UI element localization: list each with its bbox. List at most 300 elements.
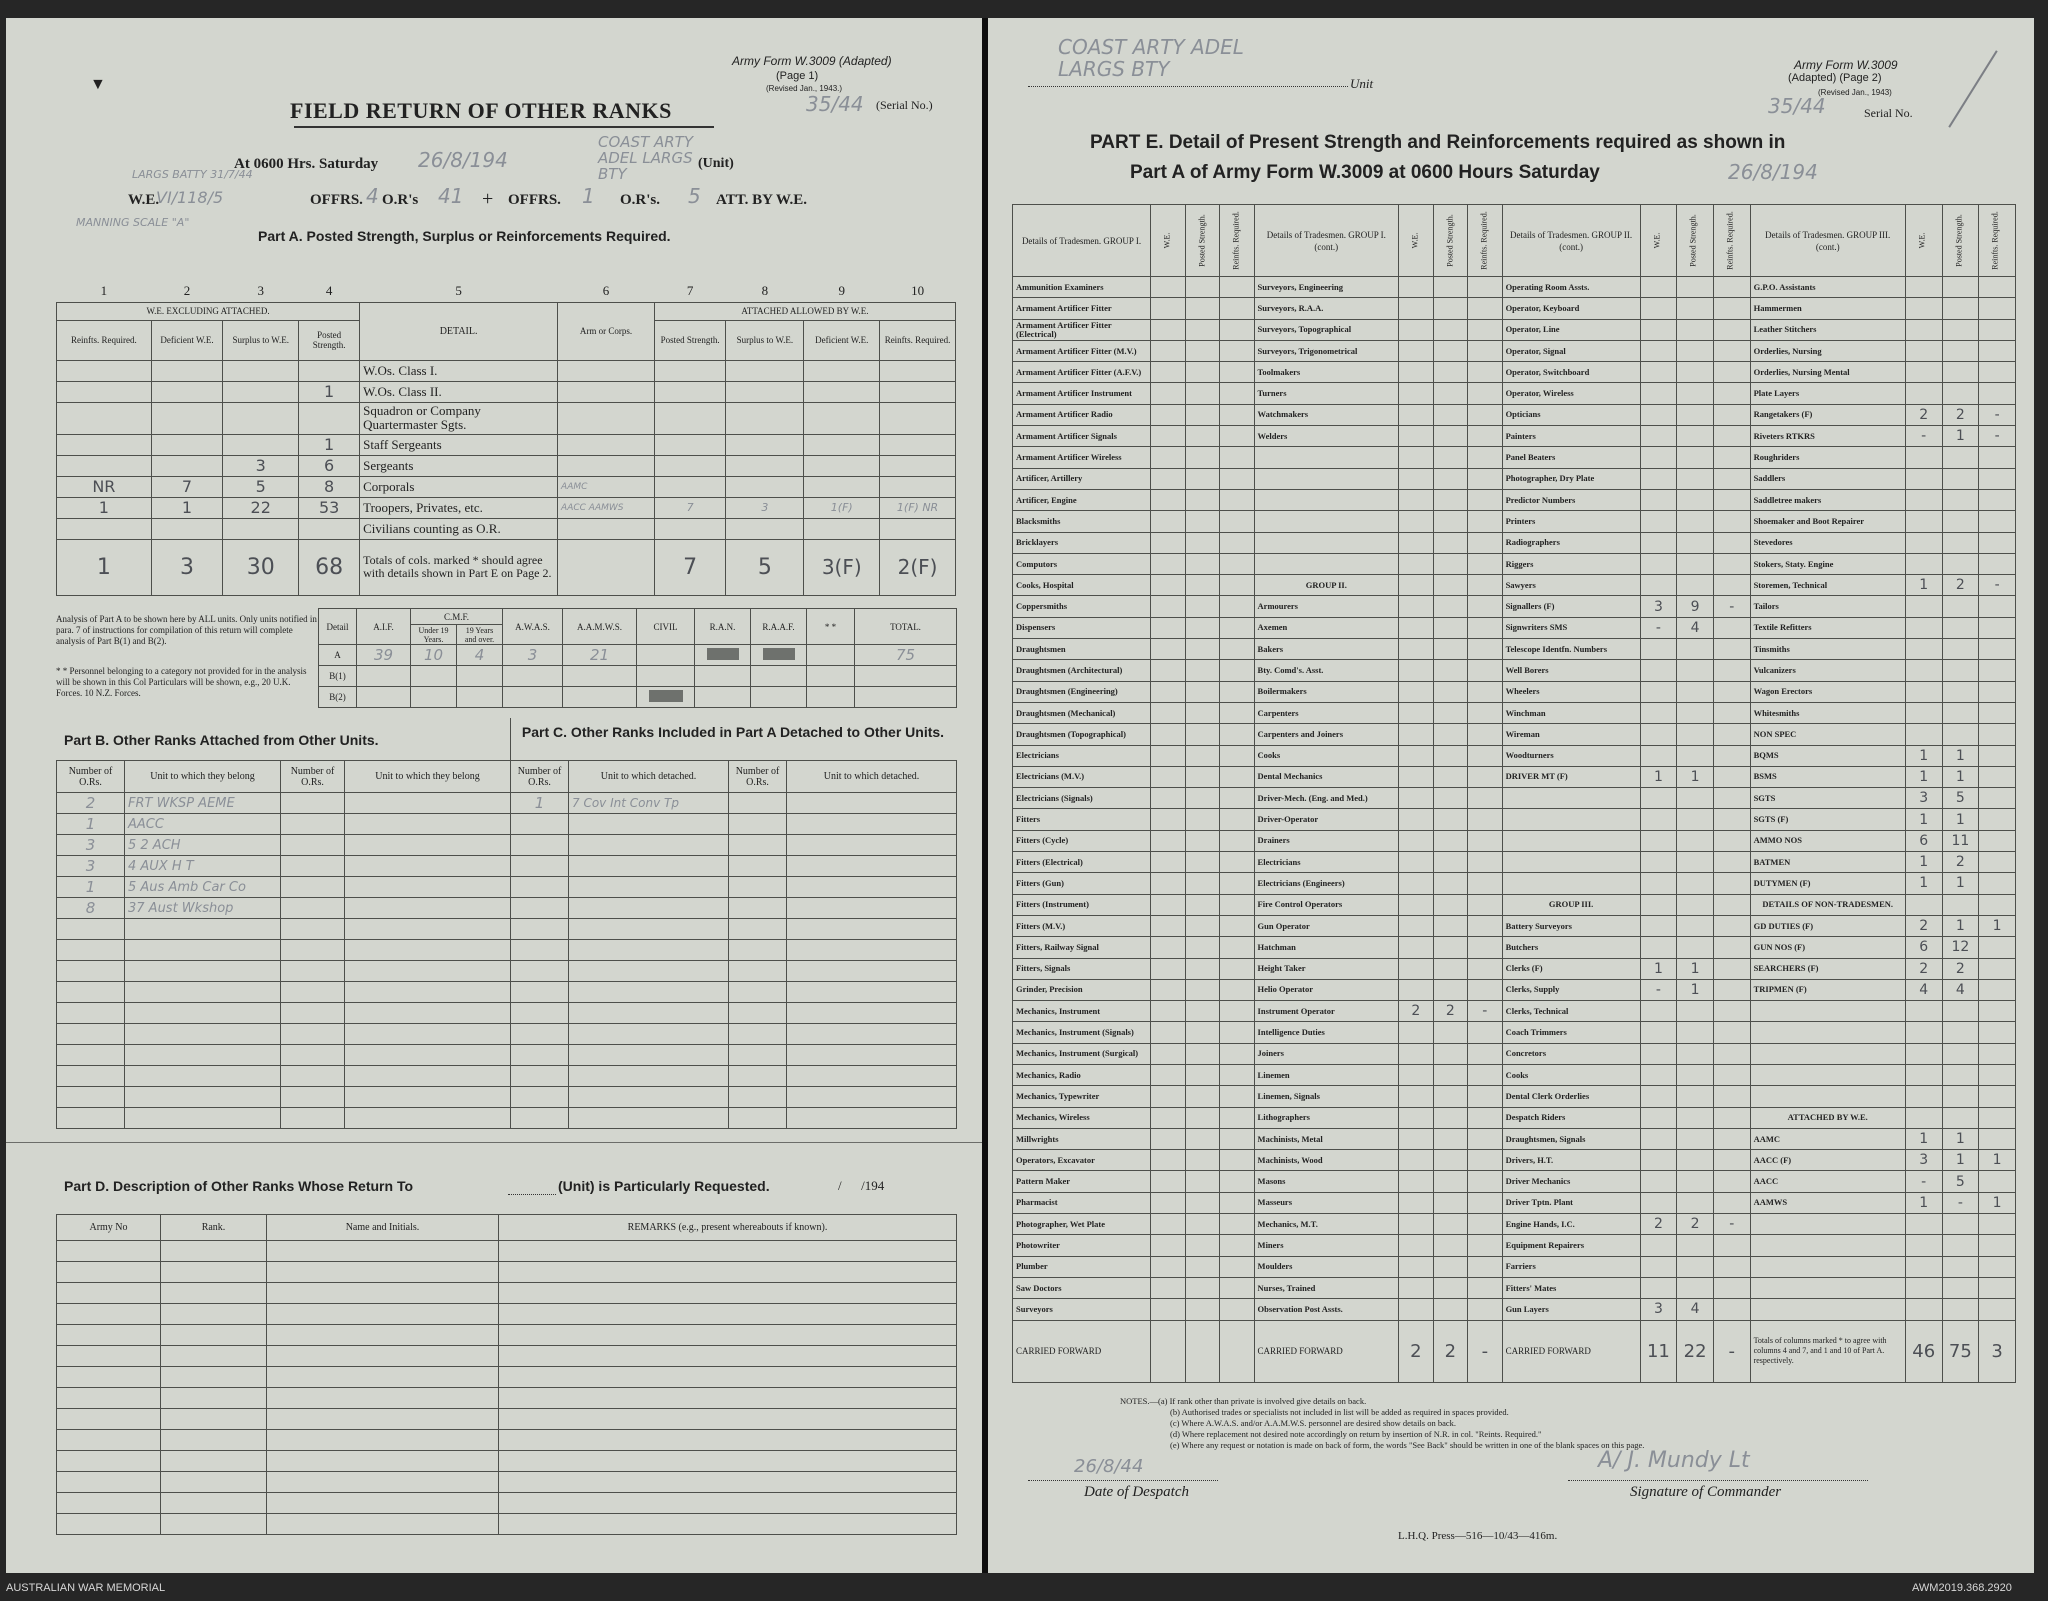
b-number-2 [281, 982, 345, 1003]
e-c-rr [1713, 426, 1750, 447]
e-c-rr [1713, 788, 1750, 809]
e-b-ps [1433, 1064, 1468, 1085]
e-trade-a: Mechanics, Radio [1013, 1064, 1151, 1085]
e-d-we [1905, 340, 1942, 361]
e-b-rr [1468, 447, 1503, 468]
e-b-we [1399, 319, 1434, 340]
e-a-we [1151, 1214, 1186, 1235]
e-trade-b: GROUP II. [1254, 575, 1399, 596]
e-trade-a: Draughtsmen (Topographical) [1013, 724, 1151, 745]
e-b-rr [1468, 873, 1503, 894]
part-a-c9 [804, 518, 880, 539]
col-num-8: 8 [726, 280, 804, 302]
e-c-we [1640, 1086, 1677, 1107]
part-a-c10 [880, 434, 956, 455]
e-c-rr [1713, 660, 1750, 681]
part-e-row [1013, 1299, 2016, 1320]
e-b-ps [1433, 1277, 1468, 1298]
e-c-ps [1677, 1107, 1714, 1128]
e-c-rr [1713, 979, 1750, 1000]
part-a-row [57, 360, 956, 381]
b-unit-2 [345, 856, 511, 877]
e-d-ps [1942, 468, 1979, 489]
e-trade-d: BATMEN [1750, 852, 1905, 873]
we-label: W.E. [128, 192, 160, 208]
b-number-2 [281, 898, 345, 919]
e-d-rr [1979, 852, 2016, 873]
d-remarks [499, 1514, 957, 1535]
totals-detail: Totals of cols. marked * should agree with details shown in Part E on Page 2. [360, 539, 558, 595]
e-b-rr [1468, 596, 1503, 617]
part-e-row [1013, 1171, 2016, 1192]
e-c-we [1640, 1043, 1677, 1064]
cf-d-we: 46 [1905, 1320, 1942, 1382]
ors-label-1: O.R's [382, 192, 419, 208]
analysis-label: B(1) [319, 666, 357, 687]
e-d-ps [1942, 1277, 1979, 1298]
e-c-we [1640, 702, 1677, 723]
e-b-rr [1468, 1064, 1503, 1085]
e-a-rr [1220, 1235, 1255, 1256]
e-trade-b: Dental Mechanics [1254, 766, 1399, 787]
e-trade-a: Draughtsmen (Engineering) [1013, 681, 1151, 702]
e-d-we [1905, 489, 1942, 510]
e-c-rr [1713, 532, 1750, 553]
b-unit-2 [345, 835, 511, 856]
e-c-we [1640, 277, 1677, 298]
e-a-we [1151, 915, 1186, 936]
e-b-we [1399, 1277, 1434, 1298]
d-name [267, 1283, 499, 1304]
e-trade-c: Photographer, Dry Plate [1502, 468, 1640, 489]
analysis-ran [695, 687, 751, 708]
e-d-ps: 1 [1942, 873, 1979, 894]
e-trade-a: Draughtsmen [1013, 639, 1151, 660]
e-d-rr [1979, 1256, 2016, 1277]
e-c-ps: 1 [1677, 979, 1714, 1000]
d-head-name: Name and Initials. [267, 1215, 499, 1241]
e-a-ps [1185, 830, 1220, 851]
e-trade-a: Armament Artificer Signals [1013, 426, 1151, 447]
e-b-rr [1468, 639, 1503, 660]
b-number-2 [281, 1003, 345, 1024]
c-number [511, 814, 569, 835]
part-e-row [1013, 724, 2016, 745]
e-c-rr [1713, 1150, 1750, 1171]
e-d-rr [1979, 1235, 2016, 1256]
d-army-no [57, 1367, 161, 1388]
part-a-c2 [151, 455, 223, 476]
c-unit-2 [787, 982, 957, 1003]
e-c-rr [1713, 340, 1750, 361]
part-a-c3 [223, 434, 299, 455]
analysis-head-civil: CIVIL [637, 609, 695, 645]
analysis-cmf2 [457, 666, 503, 687]
part-a-row [57, 402, 956, 434]
e-c-ps [1677, 319, 1714, 340]
e-trade-b: Hatchman [1254, 937, 1399, 958]
e-trade-d [1750, 1235, 1905, 1256]
e-b-we [1399, 489, 1434, 510]
e-b-ps [1433, 447, 1468, 468]
e-d-we [1905, 1064, 1942, 1085]
col-num-10: 10 [880, 280, 956, 302]
e-d-ps: 2 [1942, 575, 1979, 596]
part-a-detail: W.Os. Class II. [360, 381, 558, 402]
e-trade-c: Riggers [1502, 553, 1640, 574]
part-a-c3: 5 [223, 476, 299, 497]
e-a-ps [1185, 1001, 1220, 1022]
part-a-c2: 7 [151, 476, 223, 497]
c-unit [569, 1024, 729, 1045]
e-b-rr [1468, 958, 1503, 979]
e-d-rr [1979, 1022, 2016, 1043]
part-e-row [1013, 1064, 2016, 1085]
e-trade-c: Drivers, H.T. [1502, 1150, 1640, 1171]
c-unit-2 [787, 856, 957, 877]
e-subhead-label: Posted Strength. [1445, 214, 1455, 267]
e-c-ps [1677, 639, 1714, 660]
e-trade-c [1502, 873, 1640, 894]
part-a-c7 [654, 381, 726, 402]
e-d-we: 1 [1905, 1128, 1942, 1149]
e-d-we [1905, 1086, 1942, 1107]
c-number-2 [729, 814, 787, 835]
part-e-row [1013, 660, 2016, 681]
e-d-ps [1942, 1022, 1979, 1043]
e-c-rr [1713, 553, 1750, 574]
part-e-row [1013, 404, 2016, 425]
e-b-we [1399, 958, 1434, 979]
e-trade-a: Photowriter [1013, 1235, 1151, 1256]
e-d-we [1905, 1235, 1942, 1256]
analysis-cmf1: 10 [411, 645, 457, 666]
e-trade-a: Grinder, Precision [1013, 979, 1151, 1000]
d-remarks [499, 1451, 957, 1472]
plus-sign: + [482, 188, 494, 210]
e-d-rr [1979, 319, 2016, 340]
unit-label: (Unit) [698, 156, 734, 171]
e-b-ps [1433, 979, 1468, 1000]
e-d-rr [1979, 383, 2016, 404]
b-unit-2 [345, 898, 511, 919]
part-a-row [57, 497, 956, 518]
e-a-we [1151, 1299, 1186, 1320]
part-a-c2 [151, 360, 223, 381]
e-c-ps [1677, 745, 1714, 766]
e-trade-c: Despatch Riders [1502, 1107, 1640, 1128]
handwritten-unit-2: COAST ARTY ADEL LARGS BTY [1058, 35, 1244, 81]
e-c-ps [1677, 681, 1714, 702]
c-unit-2 [787, 1108, 957, 1129]
part-bc-divider [510, 718, 511, 760]
e-d-we [1905, 702, 1942, 723]
e-trade-c: Woodturners [1502, 745, 1640, 766]
part-d-date: / /194 [838, 1178, 885, 1193]
att-posted-header: Posted Strength. [654, 320, 726, 360]
part-a-c8 [726, 381, 804, 402]
e-trade-d: Tinsmiths [1750, 639, 1905, 660]
e-trade-b: Nurses, Trained [1254, 1277, 1399, 1298]
e-d-we: 1 [1905, 809, 1942, 830]
e-a-ps [1185, 362, 1220, 383]
e-trade-b: Electricians [1254, 852, 1399, 873]
e-b-rr [1468, 1128, 1503, 1149]
b-unit [125, 1108, 281, 1129]
e-trade-d: AMMO NOS [1750, 830, 1905, 851]
e-d-ps [1942, 681, 1979, 702]
e-trade-b: Axemen [1254, 617, 1399, 638]
part-a-c6: AAMC [558, 476, 655, 497]
part-e-row [1013, 788, 2016, 809]
e-b-we [1399, 830, 1434, 851]
e-trade-c: Driver Mechanics [1502, 1171, 1640, 1192]
unit-label-2: Unit [1350, 76, 1374, 91]
e-c-we: - [1640, 979, 1677, 1000]
e-a-rr [1220, 852, 1255, 873]
c-number-2 [729, 961, 787, 982]
e-c-we [1640, 489, 1677, 510]
e-b-we [1399, 1150, 1434, 1171]
part-e-row [1013, 937, 2016, 958]
e-trade-b: Bakers [1254, 639, 1399, 660]
e-b-we [1399, 383, 1434, 404]
e-a-ps [1185, 383, 1220, 404]
e-trade-d: Orderlies, Nursing [1750, 340, 1905, 361]
e-b-ps [1433, 553, 1468, 574]
cf-b-ps: 2 [1433, 1320, 1468, 1382]
e-d-ps [1942, 1235, 1979, 1256]
e-b-we [1399, 1192, 1434, 1213]
e-a-rr [1220, 1256, 1255, 1277]
total-c6 [558, 539, 655, 595]
e-trade-c: Concretors [1502, 1043, 1640, 1064]
e-c-ps [1677, 277, 1714, 298]
part-a-c1 [57, 402, 152, 434]
e-b-we [1399, 298, 1434, 319]
e-b-rr [1468, 383, 1503, 404]
e-c-we [1640, 894, 1677, 915]
e-b-we [1399, 575, 1434, 596]
e-d-we: 3 [1905, 788, 1942, 809]
e-a-we [1151, 1128, 1186, 1149]
analysis-table [318, 608, 957, 708]
e-c-we [1640, 575, 1677, 596]
e-subhead-label: Posted Strength. [1688, 214, 1698, 267]
c-number-2 [729, 1003, 787, 1024]
e-b-we [1399, 404, 1434, 425]
part-a-c10 [880, 476, 956, 497]
e-c-we: 1 [1640, 958, 1677, 979]
part-a-c10 [880, 360, 956, 381]
e-c-we [1640, 1192, 1677, 1213]
e-a-we [1151, 362, 1186, 383]
e-subhead-label: W.E. [1652, 232, 1662, 249]
e-c-we: 3 [1640, 1299, 1677, 1320]
serial-label: (Serial No.) [876, 98, 933, 112]
e-b-ps [1433, 1299, 1468, 1320]
e-trade-b: Linemen [1254, 1064, 1399, 1085]
e-b-ps [1433, 788, 1468, 809]
e-d-rr [1979, 617, 2016, 638]
e-trade-c: Engine Hands, I.C. [1502, 1214, 1640, 1235]
e-c-rr [1713, 489, 1750, 510]
e-c-we [1640, 1128, 1677, 1149]
analysis-head-other: * * [807, 609, 855, 645]
e-c-we [1640, 873, 1677, 894]
e-d-we: 1 [1905, 873, 1942, 894]
e-d-rr: - [1979, 426, 2016, 447]
e-a-ps [1185, 958, 1220, 979]
e-a-ps [1185, 937, 1220, 958]
part-a-table [56, 280, 956, 596]
e-c-ps [1677, 447, 1714, 468]
e-d-ps: 12 [1942, 937, 1979, 958]
e-trade-b: Instrument Operator [1254, 1001, 1399, 1022]
e-trade-d: GD DUTIES (F) [1750, 915, 1905, 936]
totals-note: Totals of columns marked * to agree with columns 4 and 7, and 1 and 10 of Part A. respectively. [1750, 1320, 1905, 1382]
part-e-row [1013, 639, 2016, 660]
c-number [511, 877, 569, 898]
e-d-ps: 1 [1942, 1128, 1979, 1149]
e-b-we [1399, 1214, 1434, 1235]
analysis-aif [357, 666, 411, 687]
b-unit: 4 AUX H T [125, 856, 281, 877]
e-a-we [1151, 575, 1186, 596]
e-d-we [1905, 277, 1942, 298]
e-d-ps: 1 [1942, 809, 1979, 830]
e-c-rr [1713, 468, 1750, 489]
e-c-rr [1713, 277, 1750, 298]
reinfts-header: Reinfts. Required. [57, 320, 152, 360]
e-a-ps [1185, 298, 1220, 319]
e-b-we [1399, 702, 1434, 723]
e-a-we [1151, 745, 1186, 766]
e-d-rr [1979, 830, 2016, 851]
e-b-rr [1468, 1107, 1503, 1128]
e-c-we: 3 [1640, 596, 1677, 617]
part-bc-row [57, 961, 957, 982]
c-unit [569, 1045, 729, 1066]
e-d-we: 1 [1905, 766, 1942, 787]
b-unit: 5 Aus Amb Car Co [125, 877, 281, 898]
e-a-ps [1185, 1171, 1220, 1192]
e-b-ps [1433, 511, 1468, 532]
e-a-we [1151, 873, 1186, 894]
e-a-rr [1220, 1192, 1255, 1213]
e-b-rr [1468, 404, 1503, 425]
e-a-we [1151, 1086, 1186, 1107]
e-trade-a: Fitters (Gun) [1013, 873, 1151, 894]
b-unit-2 [345, 1024, 511, 1045]
e-d-ps [1942, 553, 1979, 574]
deficient-header: Deficient W.E. [151, 320, 223, 360]
e-trade-d: NON SPEC [1750, 724, 1905, 745]
part-a-c9 [804, 455, 880, 476]
e-a-we [1151, 340, 1186, 361]
e-a-ps [1185, 553, 1220, 574]
e-a-rr [1220, 447, 1255, 468]
e-trade-c: Equipment Repairers [1502, 1235, 1640, 1256]
e-b-ps [1433, 852, 1468, 873]
form-id-2: Army Form W.3009 [1794, 58, 1898, 72]
e-c-we [1640, 447, 1677, 468]
e-trade-c: Wireman [1502, 724, 1640, 745]
d-name [267, 1493, 499, 1514]
e-trade-a: Armament Artificer Fitter (M.V.) [1013, 340, 1151, 361]
e-a-rr [1220, 277, 1255, 298]
e-d-we [1905, 1107, 1942, 1128]
e-a-rr [1220, 617, 1255, 638]
e-c-we [1640, 319, 1677, 340]
att-reinfts-header: Reinfts. Required. [880, 320, 956, 360]
e-a-we [1151, 639, 1186, 660]
e-a-ps [1185, 1214, 1220, 1235]
e-c-we: - [1640, 617, 1677, 638]
we-value: VI/118/5 [156, 188, 224, 207]
e-b-ps [1433, 958, 1468, 979]
e-trade-a: Fitters (M.V.) [1013, 915, 1151, 936]
c-unit-2 [787, 814, 957, 835]
c-number-2 [729, 793, 787, 814]
part-d-row [57, 1241, 957, 1262]
e-d-ps [1942, 1064, 1979, 1085]
e-a-rr [1220, 426, 1255, 447]
e-c-we [1640, 852, 1677, 873]
e-a-rr [1220, 745, 1255, 766]
e-b-we [1399, 979, 1434, 1000]
e-c-rr: - [1713, 596, 1750, 617]
e-trade-b: Height Taker [1254, 958, 1399, 979]
analysis-aamws [563, 687, 637, 708]
d-rank [161, 1241, 267, 1262]
d-army-no [57, 1325, 161, 1346]
e-subhead-label: W.E. [1917, 232, 1927, 249]
d-remarks [499, 1409, 957, 1430]
e-trade-d: SGTS [1750, 788, 1905, 809]
e-c-we [1640, 1022, 1677, 1043]
e-c-rr [1713, 1171, 1750, 1192]
e-a-ps [1185, 702, 1220, 723]
e-c-we [1640, 298, 1677, 319]
e-b-we [1399, 894, 1434, 915]
e-trade-b: Surveyors, Engineering [1254, 277, 1399, 298]
part-a-c8: 3 [726, 497, 804, 518]
e-a-rr [1220, 809, 1255, 830]
e-trade-b: Helio Operator [1254, 979, 1399, 1000]
part-e-row [1013, 681, 2016, 702]
e-b-we [1399, 681, 1434, 702]
part-e-row [1013, 915, 2016, 936]
b-number [57, 1087, 125, 1108]
e-a-ps [1185, 575, 1220, 596]
b-unit [125, 940, 281, 961]
part-d-row [57, 1430, 957, 1451]
e-trade-d: AAMWS [1750, 1192, 1905, 1213]
e-trade-d: Roughriders [1750, 447, 1905, 468]
e-c-we [1640, 340, 1677, 361]
e-c-rr [1713, 702, 1750, 723]
part-d-blank [508, 1194, 556, 1195]
e-d-ps [1942, 724, 1979, 745]
e-b-rr [1468, 426, 1503, 447]
e-c-rr [1713, 511, 1750, 532]
e-a-rr [1220, 362, 1255, 383]
b-number-2 [281, 877, 345, 898]
analysis-other [807, 687, 855, 708]
form-page-2 [988, 18, 2034, 1573]
e-c-ps: 1 [1677, 766, 1714, 787]
